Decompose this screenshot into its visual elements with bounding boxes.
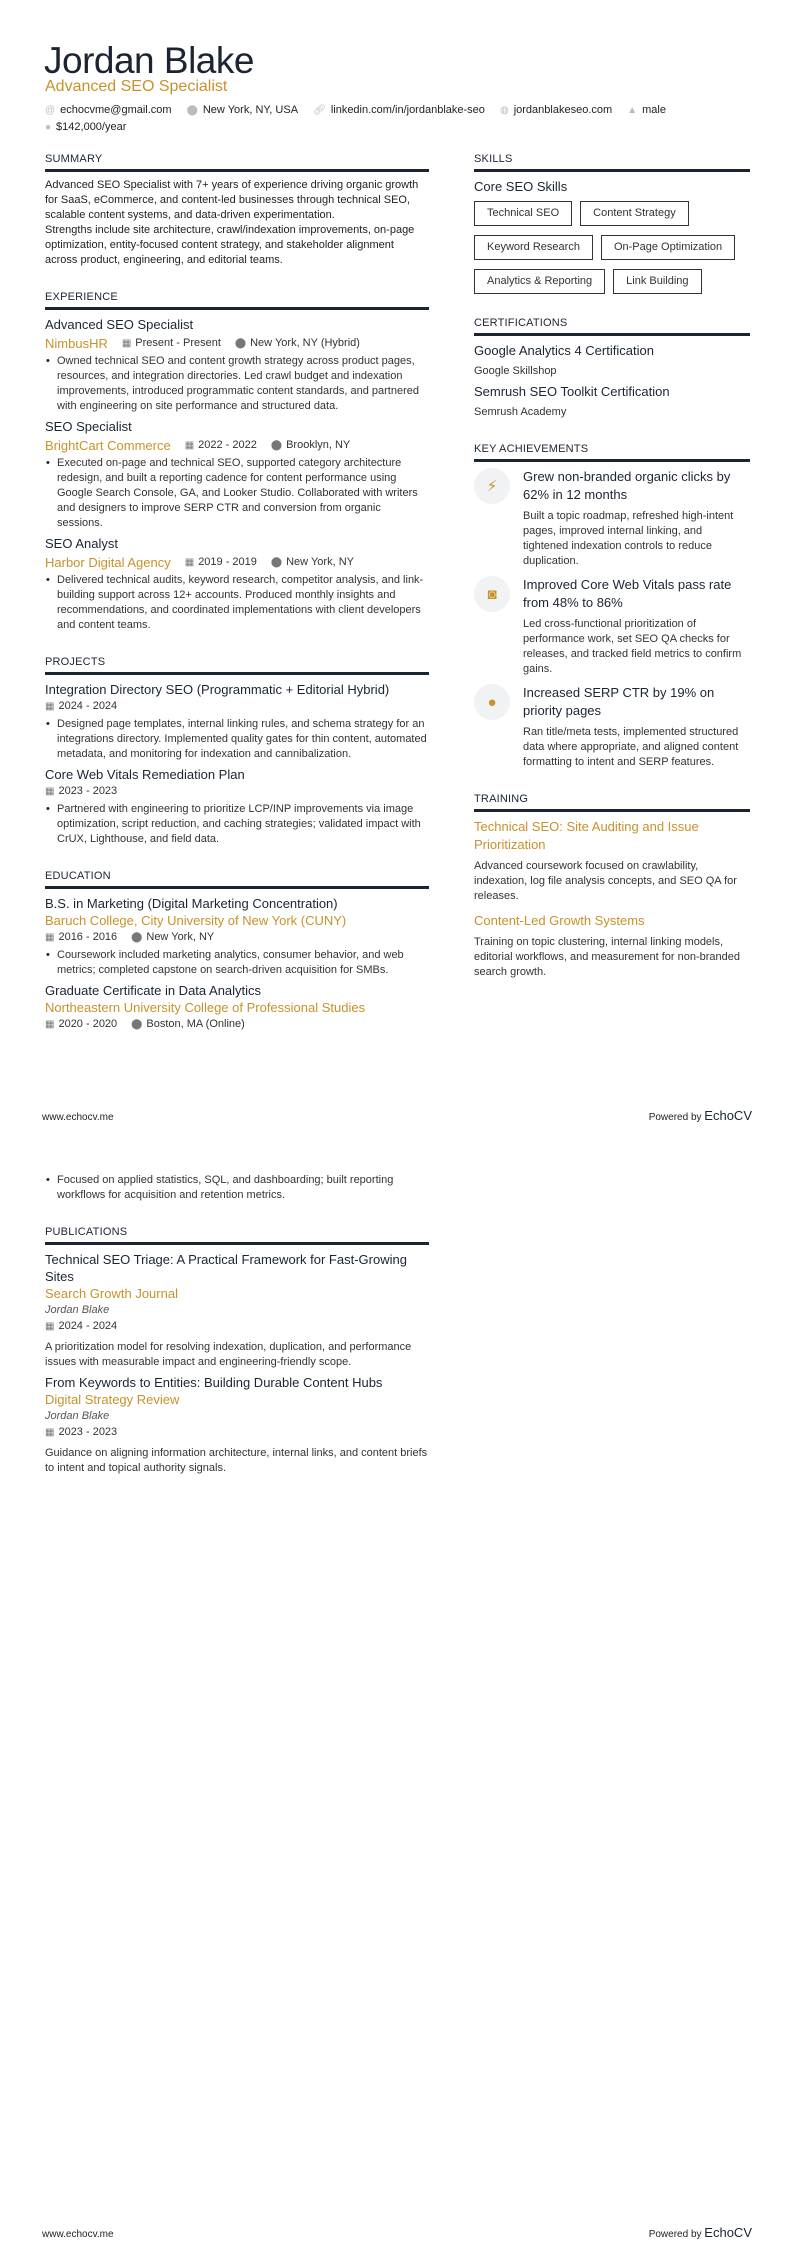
education-entry: [45, 982, 429, 1033]
certification-issuer: Google Skillshop: [474, 365, 557, 377]
footer-powered-by[interactable]: [649, 1108, 752, 1123]
education-bullet: • Focused on applied statistics, SQL, and dashboarding; built reporting workflows for acquisition and retention metrics.: [45, 1173, 429, 1203]
job-title: SEO Specialist: [45, 419, 132, 434]
location-icon: ⬤: [270, 440, 283, 451]
education-section: [45, 869, 429, 1033]
training-title: Content-Led Growth Systems: [474, 913, 645, 928]
skill-chip: Content Strategy: [580, 201, 689, 226]
project-entry: [45, 766, 429, 847]
summary-paragraph: Strengths include site architecture, crawl/indexation improvements, on-page optimization, entity-focused content strategy, and stakeholder alignment across product, engineering, and editorial teams.: [45, 224, 415, 266]
contact-text: $142,000/year: [56, 121, 127, 133]
bolt-icon: ⚡︎: [474, 468, 510, 504]
training-title: Technical SEO: Site Auditing and Issue Prioritization: [474, 819, 699, 852]
summary-section: [45, 152, 429, 268]
company-name: Harbor Digital Agency: [45, 555, 171, 570]
education-dates: 2016 - 2016: [58, 931, 118, 943]
section-heading: EDUCATION: [45, 870, 111, 882]
calendar-icon: ▦: [184, 557, 195, 568]
certification-title: Semrush SEO Toolkit Certification: [474, 384, 670, 399]
skill-chip: On-Page Optimization: [601, 235, 735, 260]
publication-entry: [45, 1374, 429, 1476]
right-column: [474, 152, 750, 1002]
calendar-icon: ▦: [184, 440, 195, 451]
achievement-desc: Led cross-functional prioritization of performance work, set SEO QA checks for releases, and tracked field metrics to confirm gains.: [523, 618, 742, 675]
skill-chip: Analytics & Reporting: [474, 269, 605, 294]
publication-title: Technical SEO Triage: A Practical Framework for Fast-Growing Sites: [45, 1252, 407, 1284]
candidate-title: Advanced SEO Specialist: [45, 78, 228, 95]
certification-issuer: Semrush Academy: [474, 406, 567, 418]
section-heading: EXPERIENCE: [45, 291, 118, 303]
section-divider: [474, 459, 750, 462]
degree: B.S. in Marketing (Digital Marketing Concentration): [45, 896, 338, 911]
achievement-item: [474, 468, 750, 569]
brand-name: EchoCV: [704, 2225, 752, 2240]
location-icon: ⬤: [131, 932, 143, 943]
powered-by-text: Powered by: [648, 2229, 702, 2240]
powered-by-text: Powered by: [648, 1112, 702, 1123]
contact-salary: [45, 119, 126, 136]
school: Baruch College, City University of New York (CUNY): [45, 913, 347, 928]
project-dates: 2023 - 2023: [58, 785, 118, 797]
project-bullet: • Designed page templates, internal linking rules, and schema strategy for an integrations directory. Implemented quality gates for thin content, automated metadata, and monitoring for indexation and cannibalization.: [45, 717, 429, 762]
person-icon: ▲: [627, 105, 638, 116]
contact-text: echocvme@gmail.com: [60, 104, 172, 116]
project-entry: [45, 681, 429, 762]
section-divider: [474, 809, 750, 812]
job-title: SEO Analyst: [45, 536, 118, 551]
section-divider: [45, 1242, 429, 1245]
summary-paragraph: Advanced SEO Specialist with 7+ years of experience driving organic growth for SaaS, eCommerce, and content-led businesses through technical SEO, scalable content systems, and data-driven experimentation.: [45, 179, 419, 221]
job-location: New York, NY: [286, 556, 354, 568]
section-divider: [45, 169, 429, 172]
section-divider: [45, 886, 429, 889]
brand-name: EchoCV: [704, 1108, 752, 1123]
contact-text: linkedin.com/in/jordanblake-seo: [330, 104, 485, 116]
project-dates: 2024 - 2024: [58, 700, 118, 712]
job-bullet: • Executed on-page and technical SEO, supported category architecture redesign, and built a reporting cadence for content performance using Google Search Console, GA, and Looker Studio. Collaborated with writers and designers to improve SERP CTR and conversion from organic sessions.: [45, 456, 429, 531]
left-column-page-2: [45, 1173, 429, 1498]
publication-title: From Keywords to Entities: Building Durable Content Hubs: [45, 1375, 383, 1390]
training-desc: Training on topic clustering, internal linking models, editorial workflows, and measurement for non-branded search growth.: [474, 936, 740, 978]
publication-dates: 2024 - 2024: [58, 1320, 118, 1332]
experience-section: [45, 290, 429, 633]
achievement-title: Grew non-branded organic clicks by 62% in 12 months: [523, 469, 731, 502]
section-divider: [45, 307, 429, 310]
calendar-icon: ▦: [45, 701, 55, 712]
skill-chip: Keyword Research: [474, 235, 593, 260]
publication-dates: 2023 - 2023: [58, 1426, 118, 1438]
achievement-title: Increased SERP CTR by 19% on priority pages: [523, 685, 715, 718]
publication-author: Jordan Blake: [45, 1410, 110, 1422]
job-location: New York, NY (Hybrid): [250, 337, 360, 349]
publications-section: [45, 1225, 429, 1476]
project-title: Core Web Vitals Remediation Plan: [45, 767, 245, 782]
education-dates: 2020 - 2020: [58, 1018, 118, 1030]
contact-linkedin[interactable]: [313, 102, 485, 119]
skill-chip: Technical SEO: [474, 201, 572, 226]
calendar-icon: ▦: [45, 786, 55, 797]
footer-site-link[interactable]: www.echocv.me: [42, 1112, 114, 1123]
section-divider: [45, 672, 429, 675]
contact-list: [45, 102, 745, 136]
projects-section: [45, 655, 429, 847]
contact-location: [187, 102, 298, 119]
globe-icon: ◍: [499, 105, 509, 116]
achievement-title: Improved Core Web Vitals pass rate from 48% to 86%: [523, 577, 732, 610]
chat-icon: ●: [474, 684, 510, 720]
contact-text: New York, NY, USA: [202, 104, 299, 116]
job-bullet: • Owned technical SEO and content growth strategy across product pages, resources, and integration directories. Led crawl budget and indexation improvements, introduced programmatic content standards, and partnered with engineering on site performance and structured data.: [45, 354, 429, 414]
calendar-icon: ▦: [45, 1427, 55, 1438]
job-title: Advanced SEO Specialist: [45, 317, 194, 332]
contact-text: jordanblakeseo.com: [513, 104, 613, 116]
location-icon: ⬤: [186, 105, 198, 116]
skill-chip: Link Building: [613, 269, 701, 294]
section-heading: SUMMARY: [45, 153, 103, 165]
location-icon: ⬤: [131, 1019, 143, 1030]
left-column: [45, 152, 429, 1055]
publication-desc: A prioritization model for resolving indexation, duplication, and performance issues with measurable impact and engineering-friendly scope.: [45, 1341, 412, 1368]
skill-group-title: Core SEO Skills: [474, 179, 568, 194]
certification-title: Google Analytics 4 Certification: [474, 343, 654, 358]
section-divider: [474, 169, 750, 172]
camera-icon: ◙: [474, 576, 510, 612]
publication-journal: Search Growth Journal: [45, 1286, 178, 1301]
project-title: Integration Directory SEO (Programmatic + Editorial Hybrid): [45, 682, 390, 697]
school: Northeastern University College of Professional Studies: [45, 1000, 366, 1015]
section-heading: TRAINING: [474, 793, 529, 805]
calendar-icon: ▦: [45, 1019, 55, 1030]
education-location: New York, NY: [146, 931, 215, 943]
publication-entry: [45, 1251, 429, 1370]
training-section: [474, 792, 750, 980]
experience-entry: [45, 535, 429, 633]
education-bullet: • Coursework included marketing analytics, consumer behavior, and web metrics; completed capstone on search-driven acquisition for SMBs.: [45, 948, 429, 978]
company-name: BrightCart Commerce: [45, 438, 171, 453]
contact-website[interactable]: [500, 102, 612, 119]
calendar-icon: ▦: [121, 338, 132, 349]
degree: Graduate Certificate in Data Analytics: [45, 983, 262, 998]
experience-entry: [45, 316, 429, 414]
job-location: Brooklyn, NY: [286, 439, 351, 451]
education-entry: [45, 895, 429, 978]
job-bullet: • Delivered technical audits, keyword research, competitor analysis, and link-building support across 12+ accounts. Produced monthly insights and recommendations, and coordinated implementations with client developers and content teams.: [45, 573, 429, 633]
section-heading: KEY ACHIEVEMENTS: [474, 443, 589, 455]
achievement-desc: Ran title/meta tests, implemented structured data where appropriate, and aligned content formatting to intent and SERP features.: [523, 726, 739, 768]
publication-journal: Digital Strategy Review: [45, 1392, 180, 1407]
section-heading: CERTIFICATIONS: [474, 317, 568, 329]
section-divider: [474, 333, 750, 336]
publication-desc: Guidance on aligning information architecture, internal links, and content briefs to intent and topical authority signals.: [45, 1447, 428, 1474]
contact-gender: [627, 102, 666, 119]
achievement-item: [474, 576, 750, 677]
location-icon: ⬤: [270, 557, 283, 568]
footer-powered-by[interactable]: [649, 2225, 752, 2240]
candidate-name: Jordan Blake: [44, 40, 254, 81]
skill-chips: [474, 201, 750, 294]
money-icon: ●: [45, 122, 52, 133]
job-dates: 2022 - 2022: [198, 439, 257, 451]
location-icon: ⬤: [234, 338, 247, 349]
training-desc: Advanced coursework focused on crawlability, indexation, log file analysis concepts, and SEO QA for releases.: [474, 860, 737, 902]
section-heading: PUBLICATIONS: [45, 1226, 128, 1238]
skills-section: [474, 152, 750, 294]
achievements-section: [474, 442, 750, 770]
footer-site-link[interactable]: www.echocv.me: [42, 2229, 114, 2240]
link-icon: 🔗︎: [313, 105, 326, 116]
section-heading: PROJECTS: [45, 656, 106, 668]
company-name: NimbusHR: [45, 336, 108, 351]
project-bullet: • Partnered with engineering to prioritize LCP/INP improvements via image optimization, script reduction, and caching strategies; validated impact with CrUX, Lighthouse, and field data.: [45, 802, 429, 847]
job-dates: 2019 - 2019: [198, 556, 257, 568]
job-dates: Present - Present: [135, 337, 221, 349]
achievement-desc: Built a topic roadmap, refreshed high-intent pages, improved internal linking, and tightened indexation controls to reduce duplication.: [523, 510, 734, 567]
calendar-icon: ▦: [45, 1321, 55, 1332]
at-icon: @: [45, 105, 56, 116]
contact-text: male: [642, 104, 666, 116]
achievement-item: [474, 684, 750, 770]
certifications-section: [474, 316, 750, 420]
section-heading: SKILLS: [474, 153, 513, 165]
publication-author: Jordan Blake: [45, 1304, 110, 1316]
education-location: Boston, MA (Online): [146, 1018, 245, 1030]
calendar-icon: ▦: [45, 932, 55, 943]
contact-email[interactable]: [45, 102, 172, 119]
experience-entry: [45, 418, 429, 531]
